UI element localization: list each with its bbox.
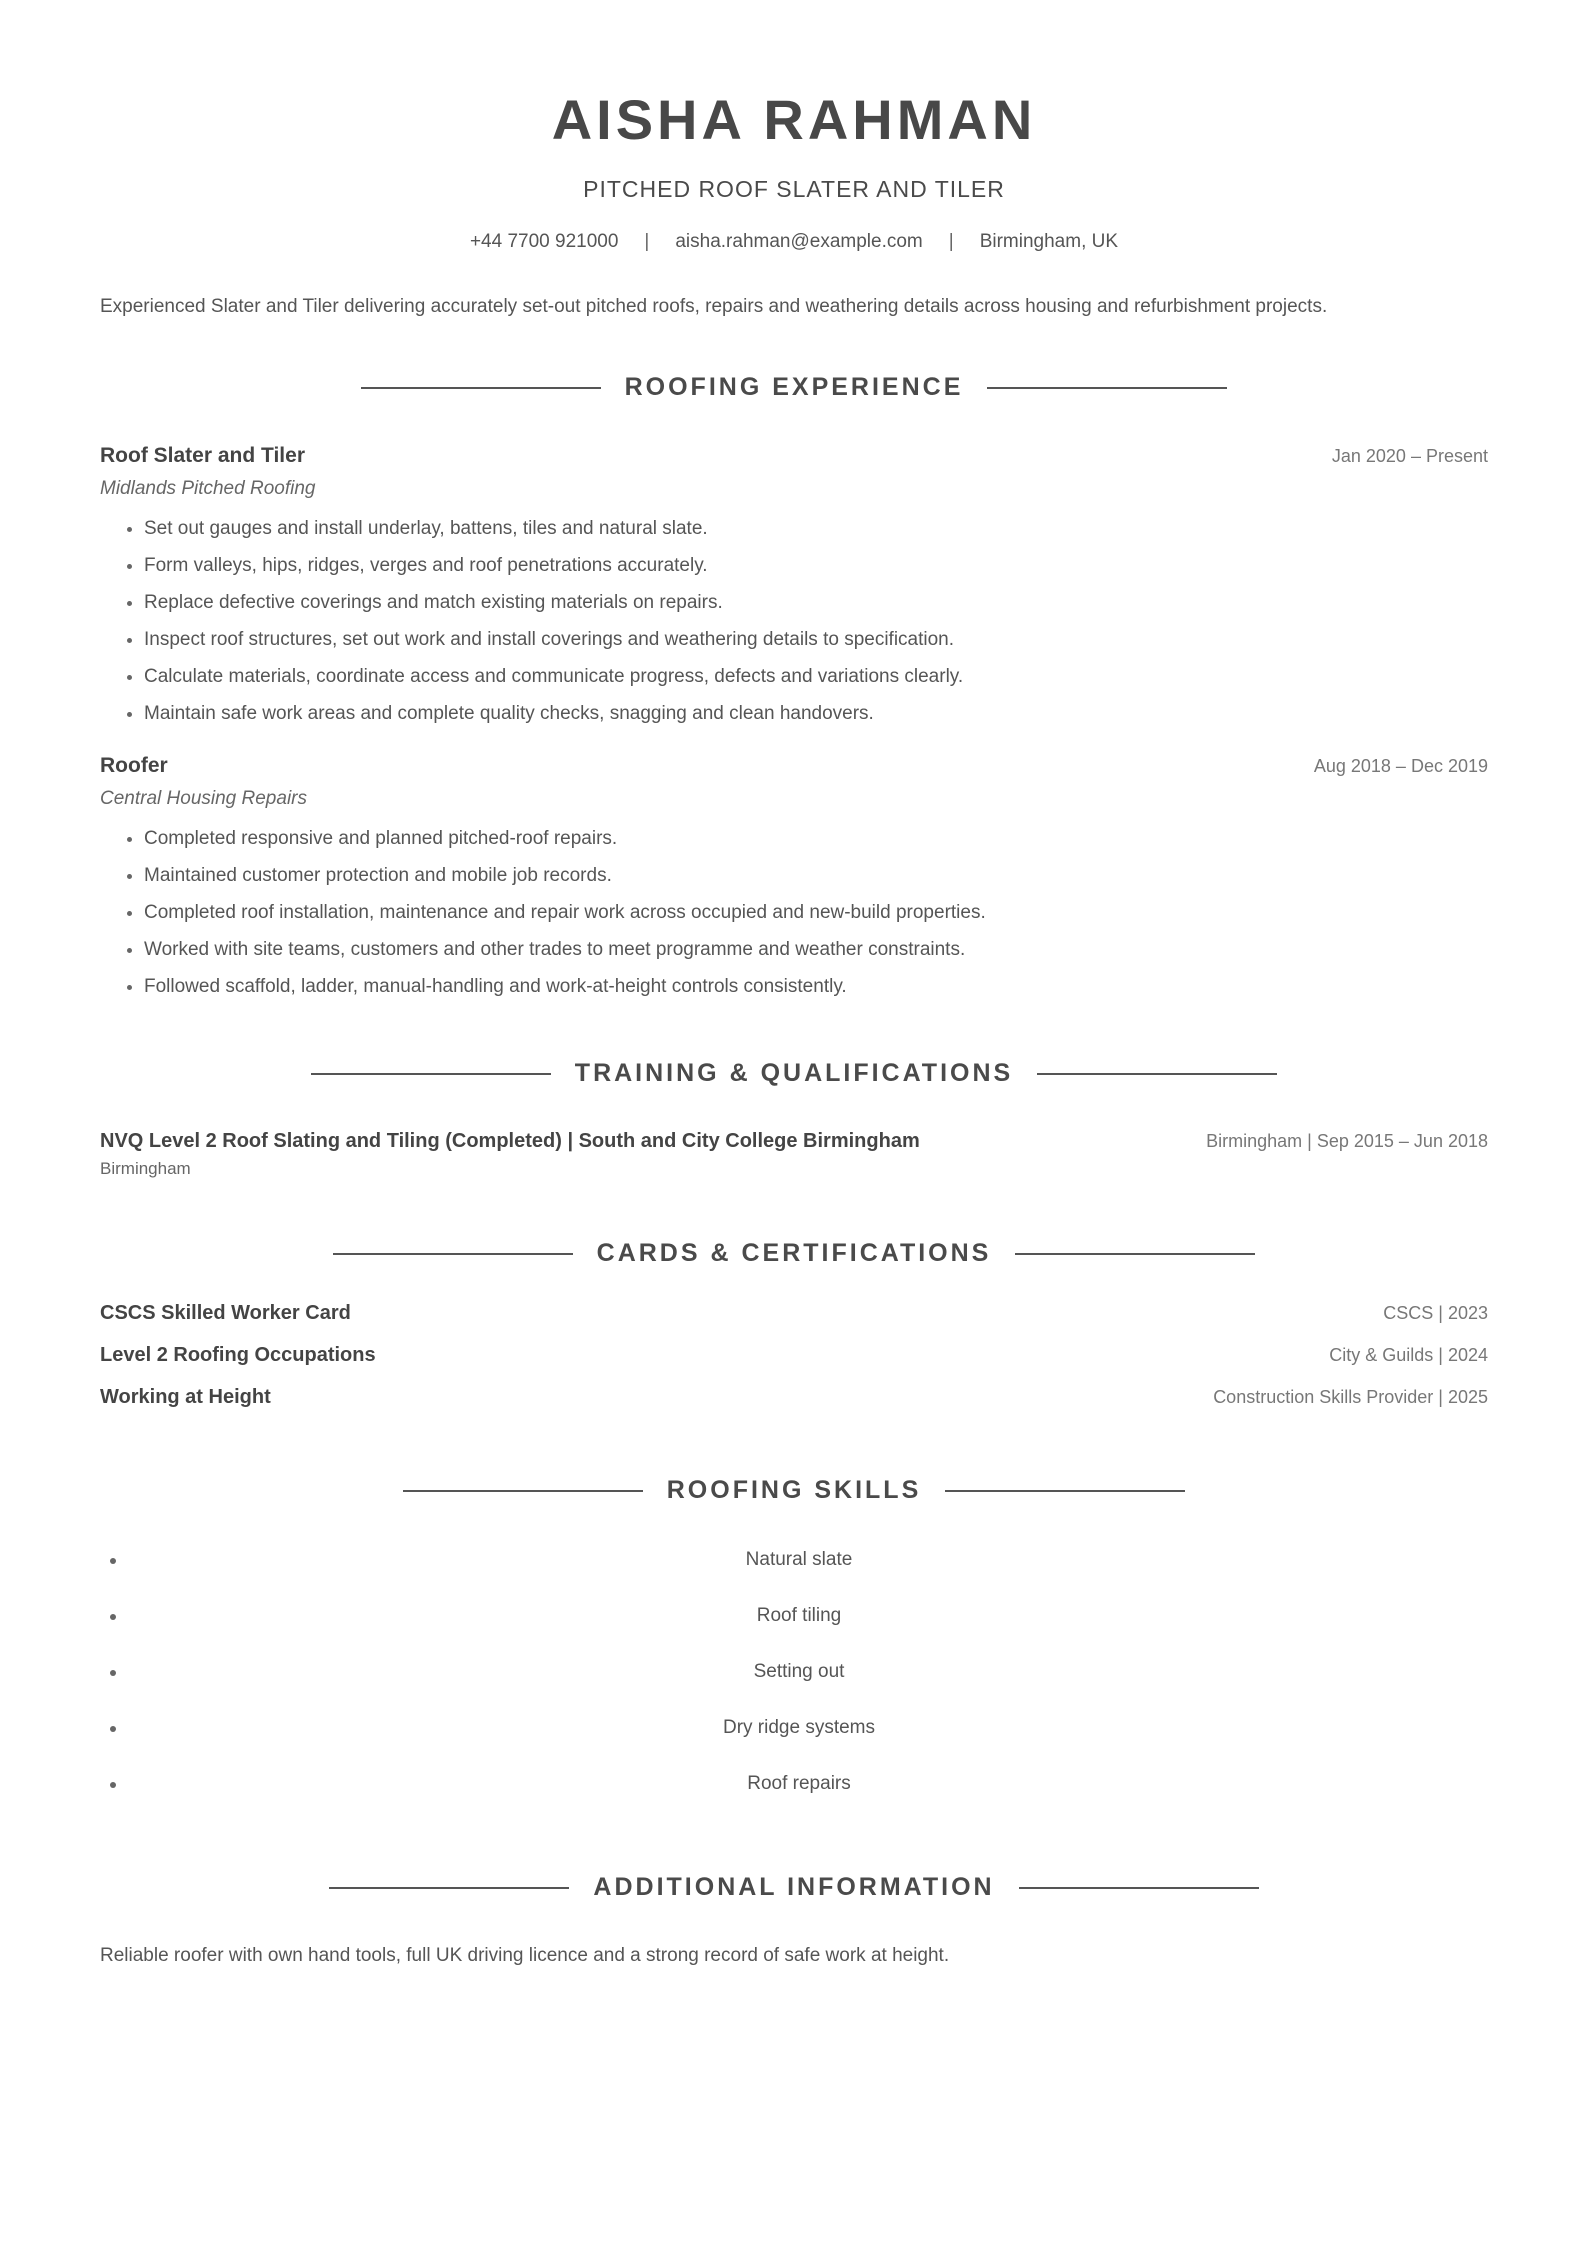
job-company: Central Housing Repairs [100,788,307,809]
certification-meta: CSCS | 2023 [1383,1303,1488,1323]
list-item: • Set out gauges and install underlay, battens, tiles and natural slate. [144,510,1488,547]
section-heading-experience [100,373,1488,402]
candidate-name: AISHA RAHMAN [551,88,1037,151]
skill-item [110,1769,1488,1825]
heading-rule [987,387,1227,389]
certification-meta: City & Guilds | 2024 [1329,1345,1488,1365]
heading-rule [1015,1253,1255,1255]
bullet-dot [110,1614,116,1620]
heading-rule [361,387,601,389]
job-role: Roofer [100,754,168,777]
section-title: CARDS & CERTIFICATIONS [596,1239,992,1267]
section-heading-additional [100,1873,1488,1902]
section-heading-skills [100,1476,1488,1505]
certification-row [100,1386,1488,1428]
skills-list [100,1545,1488,1825]
qualification-meta: Birmingham | Sep 2015 – Jun 2018 [1206,1131,1488,1151]
list-item: • Followed scaffold, ladder, manual-handling and work-at-height controls consistently. [144,968,1488,1005]
bullet-dot [110,1558,116,1564]
bullet-dot [110,1726,116,1732]
email-address: aisha.rahman@example.com [675,231,923,252]
skill-label: Natural slate [745,1549,853,1570]
additional-information: Reliable roofer with own hand tools, full UK driving licence and a strong record of safe work at height. [100,1945,950,1966]
certification-name: Working at Height [100,1386,271,1408]
bullet-dot [110,1670,116,1676]
heading-rule [1037,1073,1277,1075]
certification-name: CSCS Skilled Worker Card [100,1302,351,1324]
job-entry [100,444,1488,732]
skill-label: Roof tiling [756,1605,842,1626]
phone-number: +44 7700 921000 [469,231,619,252]
heading-rule [945,1490,1185,1492]
section-title: TRAINING & QUALIFICATIONS [574,1059,1014,1087]
certification-row [100,1344,1488,1386]
list-item: • Completed roof installation, maintenance and repair work across occupied and new-build properties. [144,894,1488,931]
list-item: • Replace defective coverings and match existing materials on repairs. [144,584,1488,621]
section-title: ADDITIONAL INFORMATION [593,1873,995,1901]
job-role: Roof Slater and Tiler [100,444,305,467]
job-bullets [100,510,1488,732]
contact-separator: | [644,231,650,252]
job-header [100,444,1488,468]
section-heading-training [100,1059,1488,1088]
skill-item [110,1713,1488,1769]
bullet-dot [110,1782,116,1788]
section-title: ROOFING EXPERIENCE [624,373,964,401]
list-item: • Inspect roof structures, set out work and install coverings and weathering details to specification. [144,621,1488,658]
contact-line [100,231,1488,253]
list-item: • Completed responsive and planned pitched-roof repairs. [144,820,1488,857]
job-header [100,754,1488,778]
job-bullets [100,820,1488,1005]
heading-rule [333,1253,573,1255]
heading-rule [311,1073,551,1075]
skill-label: Dry ridge systems [722,1717,876,1738]
qualification-entry [100,1130,1488,1179]
section-title: ROOFING SKILLS [666,1476,922,1504]
section-heading-certifications [100,1239,1488,1268]
skill-label: Setting out [753,1661,845,1682]
list-item: • Calculate materials, coordinate access and communicate progress, defects and variations clearly. [144,658,1488,695]
job-dates: Jan 2020 – Present [1331,446,1488,466]
job-dates: Aug 2018 – Dec 2019 [1313,756,1488,776]
skill-label: Roof repairs [747,1773,851,1794]
skill-item [110,1657,1488,1713]
job-entry [100,754,1488,1005]
job-title: PITCHED ROOF SLATER AND TILER [583,176,1005,202]
list-item: • Maintained customer protection and mobile job records. [144,857,1488,894]
contact-separator: | [948,231,954,252]
list-item: • Maintain safe work areas and complete quality checks, snagging and clean handovers. [144,695,1488,732]
profile-summary: Experienced Slater and Tiler delivering accurately set-out pitched roofs, repairs and weathering details across housing and refurbishment projects. [100,296,1328,317]
qualification-title: NVQ Level 2 Roof Slating and Tiling (Completed) | South and City College Birmingham [100,1130,920,1152]
qualification-location: Birmingham [100,1159,191,1178]
certification-list [100,1302,1488,1428]
certification-meta: Construction Skills Provider | 2025 [1213,1387,1488,1407]
list-item: • Worked with site teams, customers and other trades to meet programme and weather constraints. [144,931,1488,968]
heading-rule [329,1887,569,1889]
list-item: • Form valleys, hips, ridges, verges and roof penetrations accurately. [144,547,1488,584]
heading-rule [1019,1887,1259,1889]
certification-name: Level 2 Roofing Occupations [100,1344,376,1366]
qualification-header [100,1130,1488,1153]
location: Birmingham, UK [979,231,1119,252]
certification-row [100,1302,1488,1344]
job-company: Midlands Pitched Roofing [100,478,316,499]
skill-item [110,1601,1488,1657]
skill-item [110,1545,1488,1601]
heading-rule [403,1490,643,1492]
